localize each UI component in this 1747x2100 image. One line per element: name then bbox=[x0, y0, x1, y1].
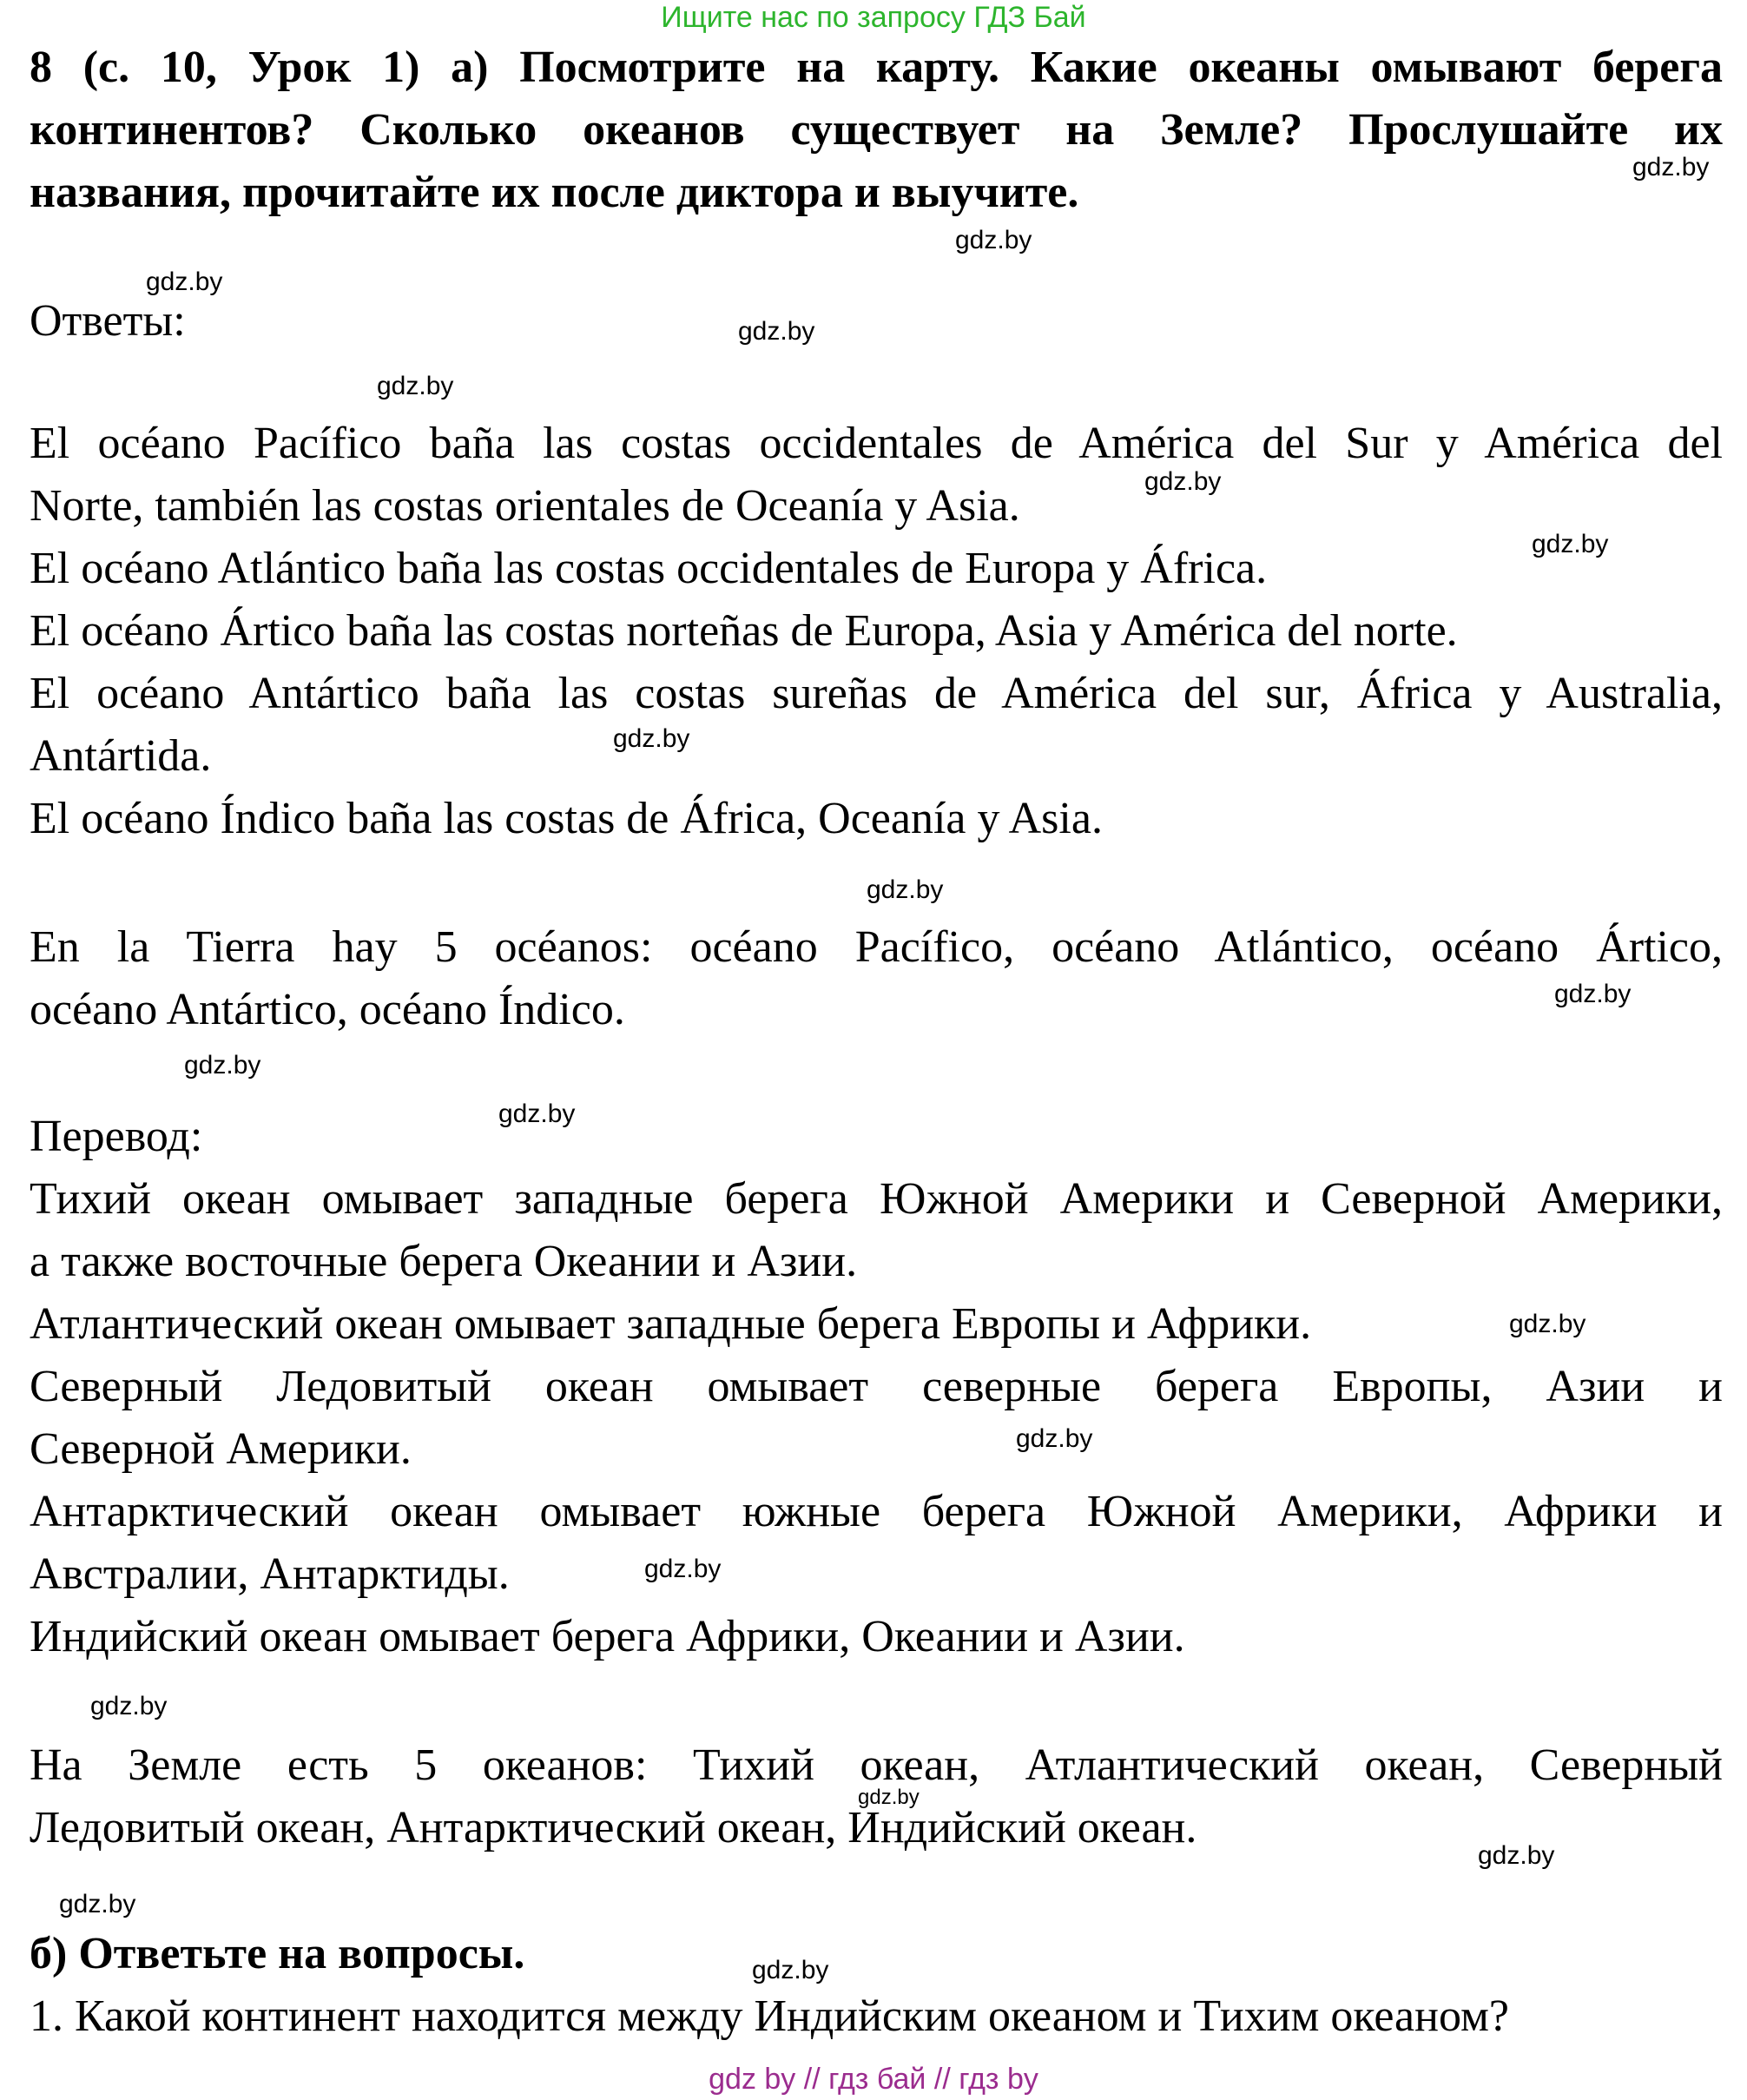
summary-line: océano Antártico, océano Índico. bbox=[30, 985, 625, 1034]
task-heading-line: континентов? Сколько океанов существует на Земле? Прослушайте их bbox=[30, 105, 1723, 155]
translation-line: Индийский океан омывает берега Африки, Океании и Азии. bbox=[30, 1612, 1185, 1661]
watermark: gdz.by bbox=[613, 724, 690, 753]
answer-line: El océano Antártico baña las costas sureñas de América del sur, África y Australia, bbox=[30, 669, 1723, 718]
task-heading-line: 8 (с. 10, Урок 1) а) Посмотрите на карту. Какие океаны омывают берега bbox=[30, 43, 1723, 92]
summary-line: Ледовитый океан, Антарктический океан, Индийский океан. bbox=[30, 1803, 1197, 1852]
answer-line: El océano Ártico baña las costas norteñas de Europa, Asia y América del norte. bbox=[30, 606, 1458, 656]
spanish-answers bbox=[30, 413, 1723, 850]
translation-line: Австралии, Антарктиды. bbox=[30, 1549, 510, 1599]
watermark: gdz.by bbox=[377, 372, 454, 400]
task-heading-line: названия, прочитайте их после диктора и выучите. bbox=[30, 168, 1079, 217]
translation-line: Северной Америки. bbox=[30, 1424, 412, 1474]
watermark: gdz.by bbox=[1478, 1841, 1555, 1870]
watermark: gdz.by bbox=[1509, 1310, 1586, 1338]
watermark: gdz.by bbox=[59, 1890, 136, 1918]
russian-translation bbox=[30, 1168, 1723, 1668]
summary-line: На Земле есть 5 океанов: Тихий океан, Атлантический океан, Северный bbox=[30, 1740, 1723, 1790]
watermark: gdz.by bbox=[1532, 530, 1609, 558]
translation-line: Антарктический океан омывает южные берега Южной Америки, Африки и bbox=[30, 1487, 1723, 1536]
answer-line: Norte, también las costas orientales de Oceanía y Asia. bbox=[30, 481, 1020, 531]
watermark: gdz.by bbox=[955, 226, 1032, 254]
answer-line: El océano Índico baña las costas de África, Oceanía y Asia. bbox=[30, 794, 1103, 843]
translation-line: Тихий океан омывает западные берега Южной Америки и Северной Америки, bbox=[30, 1174, 1723, 1224]
watermark: gdz.by bbox=[184, 1051, 261, 1080]
watermark: gdz.by bbox=[738, 317, 815, 346]
watermark: gdz.by bbox=[867, 875, 944, 904]
watermark: gdz.by bbox=[858, 1786, 920, 1809]
spanish-summary bbox=[30, 916, 1723, 1041]
watermark: gdz.by bbox=[1016, 1424, 1093, 1453]
answer-line: Antártida. bbox=[30, 731, 212, 781]
translation-label: Перевод: bbox=[30, 1112, 203, 1161]
translation-line: Атлантический океан омывает западные берега Европы и Африки. bbox=[30, 1299, 1312, 1349]
summary-line: En la Tierra hay 5 océanos: océano Pacífico, océano Atlántico, océano Ártico, bbox=[30, 922, 1723, 972]
watermark: gdz.by bbox=[146, 267, 223, 296]
bottom-banner: gdz by // гдз бай // гдз by bbox=[709, 2063, 1038, 2096]
watermark: gdz.by bbox=[644, 1555, 722, 1583]
task-heading bbox=[30, 36, 1723, 224]
translation-line: а также восточные берега Океании и Азии. bbox=[30, 1237, 858, 1286]
part-b-heading: б) Ответьте на вопросы. bbox=[30, 1929, 525, 1978]
watermark: gdz.by bbox=[1554, 980, 1632, 1008]
answers-label: Ответы: bbox=[30, 296, 186, 346]
translation-line: Северный Ледовитый океан омывает северные берега Европы, Азии и bbox=[30, 1362, 1723, 1411]
watermark: gdz.by bbox=[1632, 153, 1710, 182]
watermark: gdz.by bbox=[1144, 467, 1222, 496]
watermark: gdz.by bbox=[498, 1100, 576, 1128]
answer-line: El océano Pacífico baña las costas occidentales de América del Sur y América del bbox=[30, 419, 1723, 468]
top-banner: Ищите нас по запросу ГДЗ Бай bbox=[661, 1, 1086, 34]
question-1: 1. Какой континент находится между Индийским океаном и Тихим океаном? bbox=[30, 1991, 1509, 2041]
watermark: gdz.by bbox=[752, 1956, 829, 1984]
answer-line: El océano Atlántico baña las costas occidentales de Europa y África. bbox=[30, 544, 1268, 593]
watermark: gdz.by bbox=[90, 1692, 168, 1720]
